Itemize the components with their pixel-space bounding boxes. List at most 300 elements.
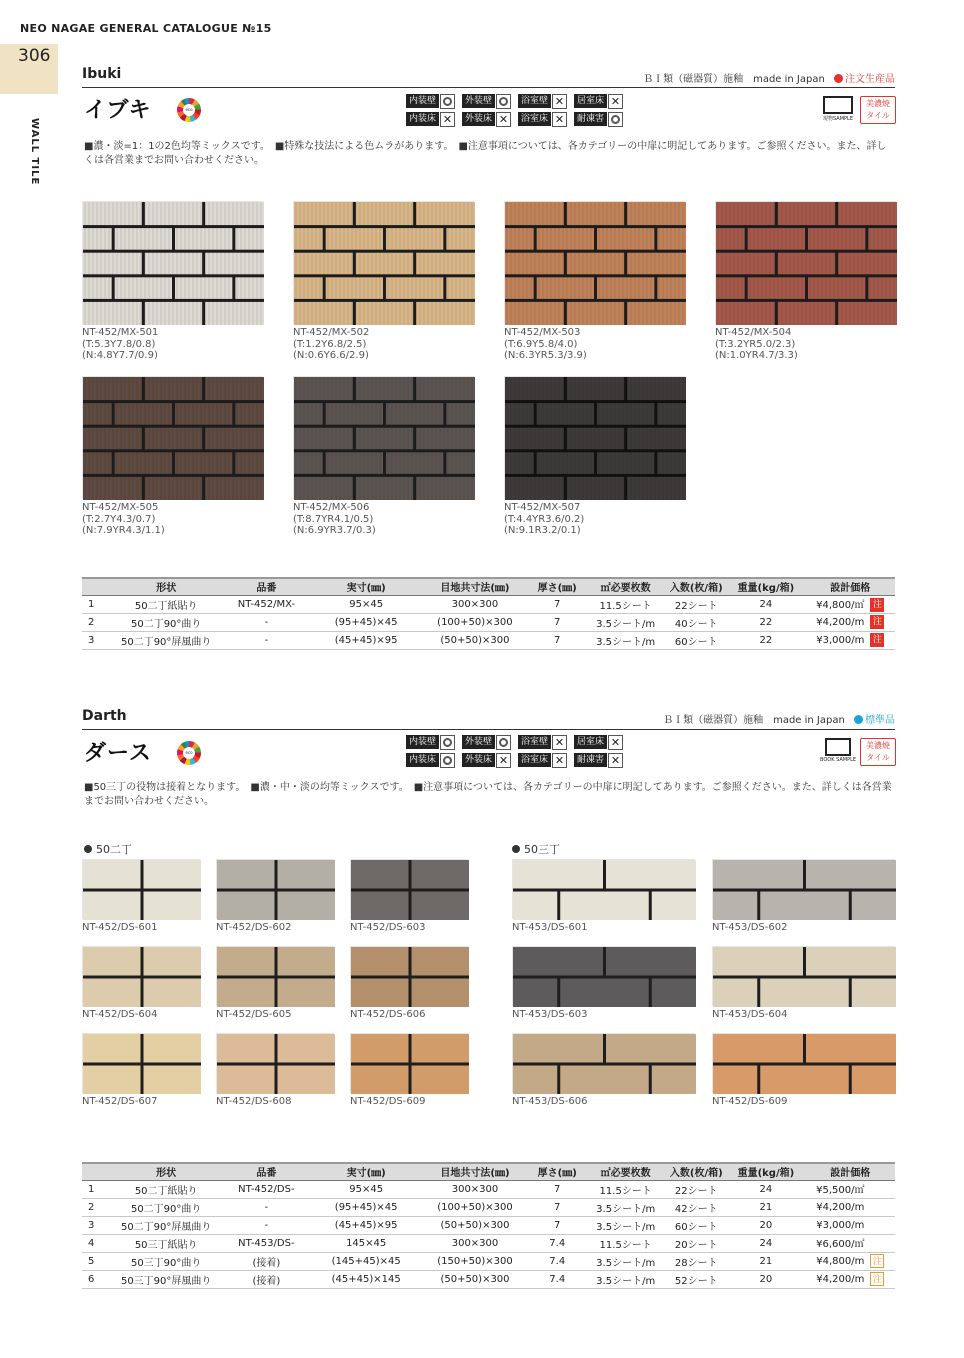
price: ¥3,000/m bbox=[816, 1220, 865, 1231]
table-cell: 300×300 bbox=[421, 1234, 530, 1252]
table-cell: 1 bbox=[82, 595, 111, 613]
table-cell: (45+45)×95 bbox=[312, 631, 421, 649]
double-circle-icon bbox=[443, 738, 452, 747]
page-number: 306 bbox=[18, 46, 51, 66]
ibuki-tile bbox=[293, 201, 474, 324]
darth-spec-table bbox=[82, 1162, 895, 1289]
mino-tile-badge: 美濃焼 タイル bbox=[860, 738, 896, 766]
table-cell: - bbox=[221, 631, 312, 649]
price: ¥4,800/㎡ bbox=[816, 600, 865, 611]
col-header: 厚さ(㎜) bbox=[529, 578, 585, 595]
table-cell: 5 bbox=[82, 1252, 111, 1270]
col-header: 入数(枚/箱) bbox=[666, 1163, 726, 1180]
usage-label: 耐凍害 bbox=[574, 753, 607, 767]
book-sample-icon: BOOK SAMPLE bbox=[820, 738, 856, 766]
table-cell: 60シート bbox=[666, 631, 726, 649]
tile-color-t: (T:5.3Y7.8/0.8) bbox=[82, 338, 156, 350]
unsuitable-mark-icon: ✕ bbox=[552, 753, 567, 768]
table-cell: 22 bbox=[726, 613, 805, 631]
ibuki-tile-caption bbox=[504, 327, 587, 362]
table-cell: (145+45)×45 bbox=[312, 1252, 421, 1270]
darth-tile-code: NT-452/DS-606 bbox=[350, 1009, 426, 1020]
tile-color-t: (T:6.9Y5.8/4.0) bbox=[504, 338, 578, 350]
usage-cell bbox=[574, 111, 628, 127]
darth-tile-code: NT-453/DS-602 bbox=[712, 922, 788, 933]
table-cell: 20 bbox=[726, 1216, 805, 1234]
table-cell: (100+50)×300 bbox=[420, 613, 529, 631]
tile-color-n: (N:7.9YR4.3/1.1) bbox=[82, 525, 165, 536]
ibuki-status-dot bbox=[834, 74, 843, 83]
table-cell: NT-452/DS- bbox=[221, 1180, 312, 1198]
darth-title-jp: ダース bbox=[84, 741, 152, 766]
table-cell: 20 bbox=[726, 1270, 805, 1288]
table-row bbox=[82, 631, 895, 649]
eco-friendly-icon: eco bbox=[177, 741, 201, 765]
suitable-mark-icon bbox=[496, 94, 511, 109]
darth-tile bbox=[82, 946, 200, 1006]
darth-tile-code: NT-452/DS-604 bbox=[82, 1009, 158, 1020]
ibuki-tile bbox=[504, 201, 685, 324]
group-50-nicho: 50二丁 bbox=[84, 841, 132, 857]
table-cell: 2 bbox=[82, 613, 111, 631]
tile-swatch bbox=[513, 860, 696, 920]
table-row bbox=[82, 1252, 895, 1270]
darth-tile bbox=[350, 1033, 468, 1093]
price: ¥4,800/m bbox=[816, 1256, 865, 1267]
darth-tile bbox=[82, 859, 200, 919]
usage-label: 外装床 bbox=[462, 753, 495, 767]
price-cell bbox=[806, 613, 895, 631]
price: ¥4,200/m bbox=[816, 617, 865, 628]
table-cell: 42シート bbox=[666, 1198, 726, 1216]
page-number-tab bbox=[0, 44, 58, 94]
usage-cell bbox=[518, 111, 572, 127]
price-cell bbox=[806, 1198, 895, 1216]
darth-tile bbox=[216, 946, 334, 1006]
table-cell: 22 bbox=[726, 631, 805, 649]
note-mark-badge: 注 bbox=[870, 633, 884, 647]
table-cell: 50三丁90°曲り bbox=[111, 1252, 220, 1270]
col-header: 品番 bbox=[221, 1163, 312, 1180]
ibuki-tile bbox=[715, 201, 896, 324]
darth-tile-code: NT-452/DS-605 bbox=[216, 1009, 292, 1020]
table-cell: (45+45)×145 bbox=[312, 1270, 421, 1288]
tile-color-n: (N:0.6Y6.6/2.9) bbox=[293, 350, 369, 361]
tile-swatch bbox=[351, 860, 469, 920]
tile-swatch bbox=[83, 202, 264, 325]
darth-status: 標準品 bbox=[865, 715, 895, 726]
mino-tile-badge: 美濃焼 タイル bbox=[860, 96, 896, 124]
table-cell: 50三丁90°屏風曲り bbox=[111, 1270, 220, 1288]
tile-swatch bbox=[713, 1034, 896, 1094]
table-cell: 7 bbox=[529, 631, 585, 649]
table-cell: 52シート bbox=[666, 1270, 726, 1288]
tile-code: NT-452/MX-505 bbox=[82, 502, 159, 513]
tile-swatch bbox=[83, 1034, 201, 1094]
unsuitable-mark-icon: ✕ bbox=[608, 735, 623, 750]
usage-label: 外装壁 bbox=[462, 94, 495, 108]
table-cell: 1 bbox=[82, 1180, 111, 1198]
tile-color-n: (N:4.8Y7.7/0.9) bbox=[82, 350, 158, 361]
col-header: 厚さ(㎜) bbox=[529, 1163, 585, 1180]
table-row bbox=[82, 1180, 895, 1198]
darth-tile bbox=[712, 946, 895, 1006]
table-cell: 3.5シート/m bbox=[585, 613, 666, 631]
usage-cell bbox=[574, 734, 628, 750]
usage-label: 居室床 bbox=[574, 735, 607, 749]
col-header: ㎡必要枚数 bbox=[585, 578, 666, 595]
usage-cell bbox=[462, 111, 516, 127]
side-label: WALL TILE bbox=[29, 118, 40, 186]
unsuitable-mark-icon: ✕ bbox=[496, 753, 511, 768]
price-cell bbox=[806, 1180, 895, 1198]
table-cell: (100+50)×300 bbox=[421, 1198, 530, 1216]
col-header: 目地共寸法(㎜) bbox=[420, 578, 529, 595]
tile-swatch bbox=[351, 1034, 469, 1094]
table-cell: 24 bbox=[726, 1180, 805, 1198]
table-cell: NT-452/MX- bbox=[221, 595, 312, 613]
tile-color-n: (N:1.0YR4.7/3.3) bbox=[715, 350, 798, 361]
usage-cell bbox=[406, 93, 460, 109]
unsuitable-mark-icon: ✕ bbox=[608, 94, 623, 109]
col-header: ㎡必要枚数 bbox=[585, 1163, 666, 1180]
usage-label: 内装床 bbox=[406, 112, 439, 126]
table-cell: 21 bbox=[726, 1252, 805, 1270]
ibuki-spec-text: ＢＩ類（磁器質）施釉 made in Japan bbox=[643, 74, 825, 85]
tile-swatch bbox=[513, 947, 696, 1007]
double-circle-icon bbox=[499, 97, 508, 106]
table-cell: 50二丁90°屏風曲り bbox=[111, 631, 220, 649]
col-header: 実寸(㎜) bbox=[312, 578, 421, 595]
tile-color-n: (N:6.9YR3.7/0.3) bbox=[293, 525, 376, 536]
usage-label: 外装壁 bbox=[462, 735, 495, 749]
table-cell: 28シート bbox=[666, 1252, 726, 1270]
ibuki-title-en: Ibuki bbox=[82, 66, 122, 82]
tile-swatch bbox=[83, 860, 201, 920]
suitable-mark-icon bbox=[440, 94, 455, 109]
table-cell: (50+50)×300 bbox=[420, 631, 529, 649]
ibuki-tile bbox=[504, 376, 685, 499]
col-header: 目地共寸法(㎜) bbox=[421, 1163, 530, 1180]
table-cell: 7.4 bbox=[529, 1234, 585, 1252]
note-mark-badge: 注 bbox=[870, 598, 884, 612]
price-cell bbox=[806, 1234, 895, 1252]
col-header: 形状 bbox=[111, 578, 220, 595]
usage-label: 内装床 bbox=[406, 753, 439, 767]
table-row bbox=[82, 1198, 895, 1216]
darth-tile-code: NT-452/DS-609 bbox=[350, 1096, 426, 1107]
double-circle-icon bbox=[499, 738, 508, 747]
col-header: 品番 bbox=[221, 578, 312, 595]
darth-title-en: Darth bbox=[82, 708, 127, 724]
ibuki-tile-caption bbox=[293, 502, 376, 537]
unsuitable-mark-icon: ✕ bbox=[496, 112, 511, 127]
double-circle-icon bbox=[443, 97, 452, 106]
usage-label: 内装壁 bbox=[406, 735, 439, 749]
price: ¥6,600/㎡ bbox=[816, 1239, 865, 1250]
table-cell: 50二丁90°曲り bbox=[111, 1198, 220, 1216]
darth-tile bbox=[350, 946, 468, 1006]
table-cell: (150+50)×300 bbox=[421, 1252, 530, 1270]
table-cell: 6 bbox=[82, 1270, 111, 1288]
usage-cell bbox=[462, 752, 516, 768]
tile-code: NT-452/MX-501 bbox=[82, 327, 159, 338]
table-row bbox=[82, 1216, 895, 1234]
table-cell: 3 bbox=[82, 631, 111, 649]
ibuki-spec bbox=[643, 70, 895, 85]
table-cell: 2 bbox=[82, 1198, 111, 1216]
price: ¥4,200/m bbox=[816, 1274, 865, 1285]
col-header: 形状 bbox=[111, 1163, 220, 1180]
table-cell: 50三丁紙貼り bbox=[111, 1234, 220, 1252]
table-cell: 50二丁90°屏風曲り bbox=[111, 1216, 220, 1234]
table-cell: 145×45 bbox=[312, 1234, 421, 1252]
table-cell: (50+50)×300 bbox=[421, 1270, 530, 1288]
table-cell: 24 bbox=[726, 1234, 805, 1252]
tile-color-n: (N:9.1R3.2/0.1) bbox=[504, 525, 581, 536]
ibuki-tile-caption bbox=[82, 502, 165, 537]
tile-swatch bbox=[294, 202, 475, 325]
sample-icon: 現物SAMPLE bbox=[820, 96, 856, 124]
ibuki-title-jp: イブキ bbox=[84, 98, 152, 123]
table-cell: 50二丁90°曲り bbox=[111, 613, 220, 631]
table-cell: (接着) bbox=[221, 1252, 312, 1270]
ibuki-tile-caption bbox=[504, 502, 584, 537]
usage-cell bbox=[574, 752, 628, 768]
col-header: 実寸(㎜) bbox=[312, 1163, 421, 1180]
table-cell: (95+45)×45 bbox=[312, 613, 421, 631]
note-mark-badge: 注 bbox=[870, 1272, 884, 1286]
col-no bbox=[82, 1163, 111, 1180]
table-cell: 4 bbox=[82, 1234, 111, 1252]
tile-color-t: (T:8.7YR4.1/0.5) bbox=[293, 513, 374, 525]
darth-tile-code: NT-453/DS-603 bbox=[512, 1009, 588, 1020]
col-no bbox=[82, 578, 111, 595]
catalogue-title: NEO NAGAE GENERAL CATALOGUE №15 bbox=[20, 22, 272, 35]
darth-tile-code: NT-452/DS-603 bbox=[350, 922, 426, 933]
group-50-sancho: 50三丁 bbox=[512, 841, 560, 857]
darth-usage-grid bbox=[406, 734, 628, 768]
usage-label: 居室床 bbox=[574, 94, 607, 108]
table-cell: 7 bbox=[529, 1180, 585, 1198]
usage-label: 浴室壁 bbox=[518, 735, 551, 749]
darth-tile bbox=[512, 859, 695, 919]
table-cell: 22シート bbox=[666, 595, 726, 613]
suitable-mark-icon bbox=[440, 735, 455, 750]
tile-color-n: (N:6.3YR5.3/3.9) bbox=[504, 350, 587, 361]
ibuki-tile bbox=[293, 376, 474, 499]
table-cell: 11.5シート bbox=[585, 595, 666, 613]
tile-swatch bbox=[351, 947, 469, 1007]
price-cell bbox=[806, 595, 895, 613]
table-cell: 7.4 bbox=[529, 1252, 585, 1270]
tile-swatch bbox=[505, 377, 686, 500]
usage-cell bbox=[462, 734, 516, 750]
unsuitable-mark-icon: ✕ bbox=[608, 753, 623, 768]
darth-tile bbox=[712, 859, 895, 919]
table-cell: 300×300 bbox=[421, 1180, 530, 1198]
table-cell: 11.5シート bbox=[585, 1234, 666, 1252]
darth-tile bbox=[82, 1033, 200, 1093]
ibuki-tile-caption bbox=[293, 327, 369, 362]
table-cell: 3 bbox=[82, 1216, 111, 1234]
ibuki-tile-caption bbox=[715, 327, 798, 362]
note-mark-badge: 注 bbox=[870, 615, 884, 629]
table-cell: 3.5シート/m bbox=[585, 1270, 666, 1288]
col-header: 重量(kg/箱) bbox=[726, 578, 805, 595]
tile-swatch bbox=[713, 947, 896, 1007]
table-cell: NT-453/DS- bbox=[221, 1234, 312, 1252]
tile-code: NT-452/MX-506 bbox=[293, 502, 370, 513]
table-cell: 95×45 bbox=[312, 1180, 421, 1198]
table-row bbox=[82, 595, 895, 613]
table-cell: 3.5シート/m bbox=[585, 1216, 666, 1234]
usage-cell bbox=[574, 93, 628, 109]
tile-color-t: (T:3.2YR5.0/2.3) bbox=[715, 338, 796, 350]
ibuki-tile bbox=[82, 201, 263, 324]
usage-label: 耐凍害 bbox=[574, 112, 607, 126]
table-row bbox=[82, 1234, 895, 1252]
tile-swatch bbox=[217, 1034, 335, 1094]
usage-label: 浴室壁 bbox=[518, 94, 551, 108]
tile-swatch bbox=[217, 860, 335, 920]
usage-label: 内装壁 bbox=[406, 94, 439, 108]
usage-cell bbox=[518, 752, 572, 768]
darth-tile bbox=[712, 1033, 895, 1093]
tile-swatch bbox=[217, 947, 335, 1007]
price-cell bbox=[806, 1216, 895, 1234]
darth-tile-code: NT-452/DS-608 bbox=[216, 1096, 292, 1107]
table-cell: 7 bbox=[529, 613, 585, 631]
darth-tile-code: NT-452/DS-602 bbox=[216, 922, 292, 933]
price: ¥4,200/m bbox=[816, 1202, 865, 1213]
table-cell: 7.4 bbox=[529, 1270, 585, 1288]
darth-tile-code: NT-453/DS-604 bbox=[712, 1009, 788, 1020]
table-cell: - bbox=[221, 1198, 312, 1216]
col-header: 設計価格 bbox=[806, 578, 895, 595]
darth-tile-code: NT-452/DS-609 bbox=[712, 1096, 788, 1107]
table-cell: - bbox=[221, 613, 312, 631]
tile-swatch bbox=[513, 1034, 696, 1094]
table-cell: 24 bbox=[726, 595, 805, 613]
table-cell: (接着) bbox=[221, 1270, 312, 1288]
usage-cell bbox=[406, 752, 460, 768]
ibuki-rule bbox=[82, 87, 895, 88]
ibuki-tile-caption bbox=[82, 327, 158, 362]
tile-swatch bbox=[505, 202, 686, 325]
table-cell: - bbox=[221, 1216, 312, 1234]
darth-tile bbox=[216, 859, 334, 919]
price-cell bbox=[806, 1270, 895, 1288]
price: ¥5,500/㎡ bbox=[816, 1185, 865, 1196]
unsuitable-mark-icon: ✕ bbox=[552, 735, 567, 750]
eco-friendly-icon: eco bbox=[177, 98, 201, 122]
price-cell bbox=[806, 631, 895, 649]
table-cell: 7 bbox=[529, 1216, 585, 1234]
double-circle-icon bbox=[443, 756, 452, 765]
darth-tile bbox=[512, 946, 695, 1006]
table-cell: 21 bbox=[726, 1198, 805, 1216]
darth-tile-code: NT-452/DS-607 bbox=[82, 1096, 158, 1107]
darth-tile bbox=[350, 859, 468, 919]
table-cell: 20シート bbox=[666, 1234, 726, 1252]
usage-cell bbox=[518, 93, 572, 109]
double-circle-icon bbox=[611, 115, 620, 124]
tile-swatch bbox=[716, 202, 897, 325]
darth-spec-text: ＢＩ類（磁器質）施釉 made in Japan bbox=[663, 715, 845, 726]
usage-label: 浴室床 bbox=[518, 112, 551, 126]
tile-color-t: (T:4.4YR3.6/0.2) bbox=[504, 513, 585, 525]
tile-swatch bbox=[83, 377, 264, 500]
unsuitable-mark-icon: ✕ bbox=[552, 112, 567, 127]
price-cell bbox=[806, 1252, 895, 1270]
col-header: 入数(枚/箱) bbox=[666, 578, 726, 595]
suitable-mark-icon bbox=[440, 753, 455, 768]
table-cell: 3.5シート/m bbox=[585, 631, 666, 649]
table-cell: 7 bbox=[529, 1198, 585, 1216]
darth-tile-code: NT-453/DS-601 bbox=[512, 922, 588, 933]
col-header: 設計価格 bbox=[806, 1163, 895, 1180]
ibuki-tile bbox=[82, 376, 263, 499]
table-cell: (50+50)×300 bbox=[421, 1216, 530, 1234]
table-cell: 50二丁紙貼り bbox=[111, 595, 220, 613]
usage-label: 外装床 bbox=[462, 112, 495, 126]
darth-tile bbox=[216, 1033, 334, 1093]
col-header: 重量(kg/箱) bbox=[726, 1163, 805, 1180]
table-cell: 95×45 bbox=[312, 595, 421, 613]
table-cell: 3.5シート/m bbox=[585, 1252, 666, 1270]
table-cell: 300×300 bbox=[420, 595, 529, 613]
table-cell: 50二丁紙貼り bbox=[111, 1180, 220, 1198]
tile-code: NT-452/MX-504 bbox=[715, 327, 792, 338]
darth-tile-code: NT-453/DS-606 bbox=[512, 1096, 588, 1107]
suitable-mark-icon bbox=[496, 735, 511, 750]
usage-cell bbox=[406, 111, 460, 127]
darth-rule bbox=[82, 729, 895, 730]
table-row bbox=[82, 1270, 895, 1288]
table-cell: 60シート bbox=[666, 1216, 726, 1234]
table-cell: 11.5シート bbox=[585, 1180, 666, 1198]
tile-color-t: (T:1.2Y6.8/2.5) bbox=[293, 338, 367, 350]
tile-swatch bbox=[83, 947, 201, 1007]
ibuki-usage-grid bbox=[406, 93, 628, 127]
tile-code: NT-452/MX-503 bbox=[504, 327, 581, 338]
tile-swatch bbox=[294, 377, 475, 500]
usage-cell bbox=[406, 734, 460, 750]
ibuki-status: 注文生産品 bbox=[845, 74, 895, 85]
darth-note: ■50三丁の役物は接着となります。 ■濃・中・淡の均等ミックスです。 ■注意事項については、各カテゴリーの中扉に明記してあります。ご参照ください。また、詳しくは各営業までお問い合わせください。 bbox=[84, 782, 892, 807]
table-row bbox=[82, 613, 895, 631]
suitable-mark-icon bbox=[608, 112, 623, 127]
darth-status-dot bbox=[854, 715, 863, 724]
table-cell: 7 bbox=[529, 595, 585, 613]
price: ¥3,000/m bbox=[816, 635, 865, 646]
darth-spec bbox=[663, 711, 895, 726]
tile-code: NT-452/MX-507 bbox=[504, 502, 581, 513]
note-mark-badge: 注 bbox=[870, 1254, 884, 1268]
table-cell: (45+45)×95 bbox=[312, 1216, 421, 1234]
ibuki-spec-table bbox=[82, 577, 895, 650]
tile-swatch bbox=[713, 860, 896, 920]
tile-code: NT-452/MX-502 bbox=[293, 327, 370, 338]
ibuki-note: ■濃・淡=1：1の2色均等ミックスです。 ■特殊な技法による色ムラがあります。 ■注意事項については、各カテゴリーの中扉に明記してあります。ご参照ください。また、詳しくは各営業までお問い合わせください。 bbox=[84, 141, 887, 166]
table-cell: 22シート bbox=[666, 1180, 726, 1198]
usage-label: 浴室床 bbox=[518, 753, 551, 767]
unsuitable-mark-icon: ✕ bbox=[552, 94, 567, 109]
darth-tile bbox=[512, 1033, 695, 1093]
unsuitable-mark-icon: ✕ bbox=[440, 112, 455, 127]
tile-color-t: (T:2.7Y4.3/0.7) bbox=[82, 513, 156, 525]
